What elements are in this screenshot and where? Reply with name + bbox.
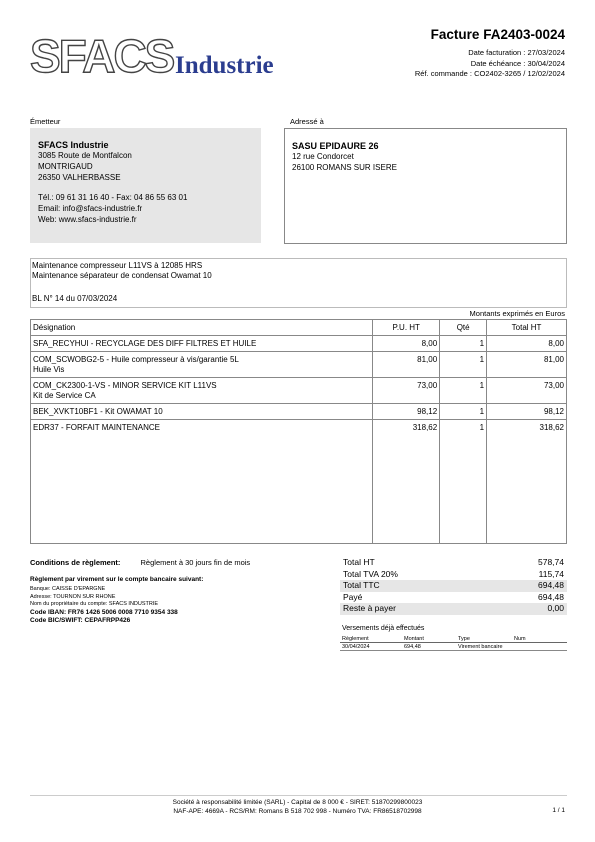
total-value: 115,74 — [538, 568, 564, 579]
totals-block — [340, 557, 567, 615]
total-value: 0,00 — [547, 603, 564, 613]
payments-header-reglement: Règlement — [340, 635, 402, 643]
header-designation: Désignation — [31, 320, 373, 336]
row-total: 8,00 — [487, 336, 567, 352]
total-label: Total TTC — [343, 580, 380, 590]
table-row — [31, 420, 567, 544]
row-unit-price: 73,00 — [373, 378, 440, 404]
recipient-address-2: 26100 ROMANS SUR ISERE — [292, 163, 397, 172]
remaining-row — [340, 603, 567, 615]
sender-email: Email: info@sfacs-industrie.fr — [38, 204, 143, 213]
row-quantity: 1 — [440, 404, 487, 420]
footer-divider — [30, 795, 567, 796]
bank-name: Banque: CAISSE D'EPARGNE — [30, 586, 106, 592]
payment-date: 30/04/2024 — [340, 643, 402, 651]
row-quantity: 1 — [440, 336, 487, 352]
due-date: Date échéance : 30/04/2024 — [470, 58, 565, 68]
sender-label: Émetteur — [30, 117, 61, 126]
total-label: Total TVA 20% — [343, 568, 398, 579]
payment-amount: 694,48 — [402, 643, 456, 651]
row-total: 318,62 — [487, 420, 567, 544]
company-logo — [30, 30, 290, 85]
row-quantity: 1 — [440, 420, 487, 544]
row-unit-price: 98,12 — [373, 404, 440, 420]
sender-address-1: 3085 Route de Montfalcon — [38, 151, 132, 160]
sender-name: SFACS Industrie — [38, 140, 109, 150]
row-total: 81,00 — [487, 352, 567, 378]
row-unit-price: 318,62 — [373, 420, 440, 544]
invoice-date: Date facturation : 27/03/2024 — [468, 48, 565, 57]
total-ht-row — [340, 557, 567, 569]
header-quantity: Qté — [440, 320, 487, 336]
payment-conditions — [30, 558, 250, 625]
iban: Code IBAN: FR76 1426 5006 0008 7710 9354 338 — [30, 608, 178, 616]
delivery-note: BL N° 14 du 07/03/2024 — [32, 294, 118, 303]
total-label: Total HT — [343, 557, 375, 567]
logo-brand: SFACS — [30, 30, 174, 82]
total-value: 578,74 — [538, 557, 564, 567]
bank-address: Adresse: TOURNON SUR RHONE — [30, 593, 116, 600]
recipient-label: Adressé à — [290, 117, 324, 126]
row-sub-designation: Huile Vis — [33, 365, 65, 374]
payments-header-montant: Montant — [402, 635, 456, 643]
row-unit-price: 8,00 — [373, 336, 440, 352]
footer-legal-2: NAF-APE: 4669A - RCS/RM: Romans B 518 702 998 - Numéro TVA: FR86518702998 — [173, 808, 422, 815]
invoice-lines-table — [30, 319, 567, 544]
table-row — [31, 352, 567, 378]
table-row — [31, 378, 567, 404]
header-total: Total HT — [487, 320, 567, 336]
table-header-row — [31, 320, 567, 336]
transfer-title: Règlement par virement sur le compte bancaire suivant: — [30, 576, 204, 583]
invoice-meta — [415, 48, 565, 80]
description-box — [30, 258, 567, 308]
row-designation: EDR37 - FORFAIT MAINTENANCE — [33, 423, 160, 432]
footer — [0, 798, 595, 816]
conditions-label: Conditions de règlement: — [30, 558, 121, 567]
sender-address-3: 26350 VALHERBASSE — [38, 173, 121, 182]
row-designation: BEK_XVKT10BF1 - Kit OWAMAT 10 — [33, 407, 163, 416]
sender-website: Web: www.sfacs-industrie.fr — [38, 215, 137, 224]
row-unit-price: 81,00 — [373, 352, 440, 378]
header-unit-price: P.U. HT — [373, 320, 440, 336]
payments-header-num: Num — [512, 635, 567, 643]
footer-legal-1: Société à responsabilité limitée (SARL) - Capital de 8 000 € - SIRET: 51870299800023 — [172, 799, 423, 806]
sender-box — [30, 128, 261, 243]
row-quantity: 1 — [440, 352, 487, 378]
currency-note: Montants exprimés en Euros — [469, 309, 565, 318]
payments-header-type: Type — [456, 635, 512, 643]
row-designation: COM_CK2300-1-VS - MINOR SERVICE KIT L11VS — [33, 381, 217, 390]
row-total: 98,12 — [487, 404, 567, 420]
total-value: 694,48 — [538, 591, 564, 602]
account-owner: Nom du propriétaire du compte: SFACS INDUSTRIE — [30, 601, 159, 607]
payments-table — [340, 635, 567, 651]
total-label: Reste à payer — [343, 603, 396, 613]
recipient-box — [284, 128, 567, 244]
row-total: 73,00 — [487, 378, 567, 404]
sender-address-2: MONTRIGAUD — [38, 162, 93, 171]
total-tva-row — [340, 569, 567, 581]
payments-header-row — [340, 635, 567, 643]
order-reference: Réf. commande : CO2402-3265 / 12/02/2024 — [414, 69, 565, 78]
table-row — [31, 404, 567, 420]
page-number: 1 / 1 — [552, 807, 565, 814]
bic-swift: Code BIC/SWIFT: CEPAFRPP426 — [30, 616, 131, 624]
table-row — [31, 336, 567, 352]
total-value: 694,48 — [538, 580, 564, 590]
conditions-value: Règlement à 30 jours fin de mois — [140, 558, 251, 567]
row-designation: COM_SCWOBG2-5 - Huile compresseur à vis/garantie 5L — [33, 355, 239, 364]
invoice-title: Facture FA2403-0024 — [430, 27, 565, 42]
sender-phone: Tél.: 09 61 31 16 40 - Fax: 04 86 55 63 01 — [38, 193, 188, 202]
row-designation: SFA_RECYHUI - RECYCLAGE DES DIFF FILTRES ET HUILE — [33, 339, 257, 348]
description-line-2: Maintenance séparateur de condensat Owamat 10 — [32, 271, 212, 280]
total-label: Payé — [343, 591, 363, 602]
description-line-1: Maintenance compresseur L11VS à 12085 HRS — [32, 261, 203, 270]
recipient-address-1: 12 rue Condorcet — [292, 152, 354, 161]
paid-row — [340, 592, 567, 604]
row-quantity: 1 — [440, 378, 487, 404]
payment-type: Virement bancaire — [456, 643, 512, 651]
total-ttc-row — [340, 580, 567, 592]
logo-suffix: Industrie — [175, 52, 274, 79]
payments-title: Versements déjà effectués — [342, 625, 425, 632]
payment-num — [512, 643, 567, 651]
recipient-name: SASU EPIDAURE 26 — [292, 141, 379, 151]
row-sub-designation: Kit de Service CA — [33, 391, 96, 400]
table-row — [340, 643, 567, 651]
